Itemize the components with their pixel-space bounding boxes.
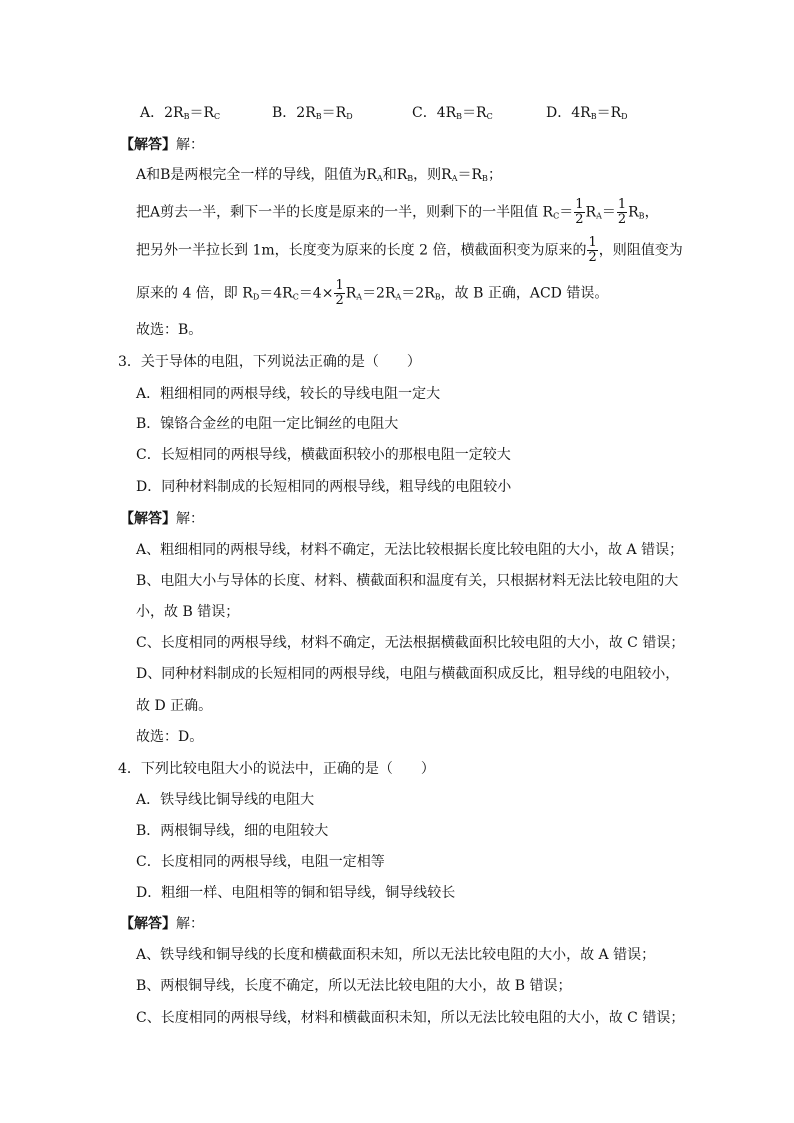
fraction-one-half: $\frac{1}{2}$	[617, 197, 627, 227]
q3-solution-c: C、长度相同的两根导线，材料不确定，无法根据横截面积比较电阻的大小，故 C 错误；	[136, 635, 685, 651]
q3-option-b: B．镍铬合金丝的电阻一定比铜丝的电阻大	[136, 416, 399, 432]
q4-solution-a: A、铁导线和铜导线的长度和横截面积未知，所以无法比较电阻的大小，故 A 错误；	[136, 947, 656, 963]
q3-solution-b-2: 小，故 B 错误；	[136, 604, 240, 620]
q2-choose: 故选：B。	[136, 322, 203, 338]
q4-solution-c: C、长度相同的两根导线，材料和横截面积未知，所以无法比较电阻的大小，故 C 错误；	[136, 1010, 685, 1026]
q4-solution-b: B、两根铜导线，长度不确定，所以无法比较电阻的大小，故 B 错误；	[136, 978, 572, 994]
q4-option-c: C．长度相同的两根导线，电阻一定相等	[136, 854, 385, 870]
q3-solution-b-1: B、电阻大小与导体的长度、材料、横截面积和温度有关，只根据材料无法比较电阻的大	[136, 573, 679, 589]
q2-option-c: C．$4R_B=R_C$	[412, 105, 493, 121]
q2-option-a: A．$2R_B=R_C$	[140, 105, 221, 121]
fraction-one-half: $\frac{1}{2}$	[575, 197, 584, 227]
q2-option-b: B．$2R_B=R_D$	[272, 105, 353, 121]
q3-option-c: C．长短相同的两根导线，横截面积较小的那根电阻一定较大	[136, 447, 511, 463]
q2-solution-line-3: 把另外一半拉长到 1m，长度变为原来的长度 2 倍，横截面积变为原来的 $\frac{1}{2}$ ，则阻值变为	[136, 235, 683, 265]
q4-option-d: D．粗细一样、电阻相等的铜和铝导线，铜导线较长	[136, 885, 456, 901]
q3-answer-heading: 【解答】解：	[120, 511, 204, 527]
fraction-one-half: $\frac{1}{2}$	[335, 278, 344, 308]
q3-solution-a: A、粗细相同的两根导线，材料不确定，无法比较根据长度比较电阻的大小，故 A 错误；	[136, 542, 684, 558]
q3-stem: 3．关于导体的电阻，下列说法正确的是（ ）	[118, 354, 421, 370]
q2-options-row	[0, 103, 794, 123]
q4-answer-heading: 【解答】解：	[120, 916, 204, 932]
q3-option-d: D．同种材料制成的长短相同的两根导线，粗导线的电阻较小	[136, 479, 512, 495]
q2-solution-line-1: A和B是两根完全一样的导线，阻值为$R_A$和$R_B$，则$R_A=R_B$；	[136, 167, 502, 183]
q2-option-d: D．$4R_B=R_D$	[546, 105, 628, 121]
fraction-one-half: $\frac{1}{2}$	[588, 235, 597, 265]
q3-option-a: A．粗细相同的两根导线，较长的导线电阻一定大	[136, 386, 441, 402]
q3-solution-d-2: 故 D 正确。	[136, 698, 213, 714]
q4-option-b: B．两根铜导线，细的电阻较大	[136, 823, 329, 839]
q4-option-a: A．铁导线比铜导线的电阻大	[136, 792, 315, 808]
q2-answer-heading: 【解答】解：	[120, 137, 204, 153]
q4-stem: 4．下列比较电阻大小的说法中，正确的是（ ）	[118, 761, 435, 777]
q2-solution-line-2: 把A剪去一半，剩下一半的长度是原来的一半，则剩下的一半阻值 $R_C=$ $\frac{1}{2}$ $R_A=$ $\frac{1}{2}$ $R_B$，	[136, 197, 659, 227]
q2-solution-line-4: 原来的 4 倍，即 $R_D=4R_C=4\times$ $\frac{1}{2}$ $R_A=2R_A=2R_B$，故 B 正确，ACD 错误。	[136, 278, 609, 308]
q3-solution-d-1: D、同种材料制成的长短相同的两根导线，电阻与横截面积成反比，粗导线的电阻较小，	[136, 666, 680, 682]
q3-choose: 故选：D。	[136, 729, 204, 745]
